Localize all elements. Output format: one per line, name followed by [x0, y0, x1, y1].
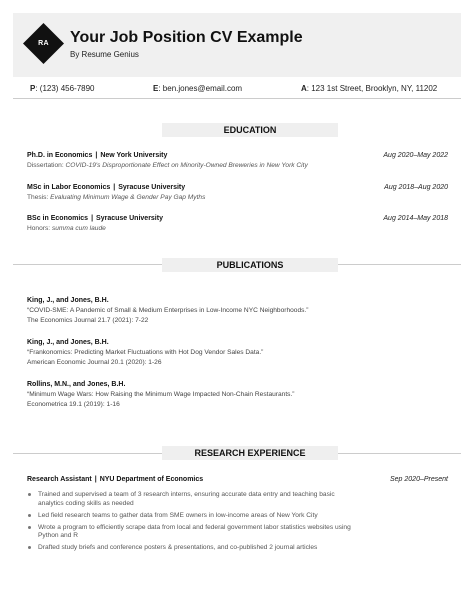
publication-authors-2: King, J., and Jones, B.H.	[27, 339, 109, 346]
bullet-icon	[28, 493, 31, 496]
address-value: 123 1st Street, Brooklyn, NY, 11202	[311, 84, 438, 93]
detail-label: Dissertation:	[27, 162, 64, 169]
education-dates-2: Aug 2018–Aug 2020	[384, 184, 448, 191]
byline: By Resume Genius	[70, 50, 139, 59]
education-detail-2	[27, 194, 205, 201]
list-item	[27, 512, 357, 521]
research-role: Research Assistant | NYU Department of Economics	[27, 476, 204, 483]
education-degree-2: MSc in Labor Economics | Syracuse University	[27, 184, 186, 191]
degree-name: Ph.D. in Economics	[27, 152, 93, 159]
detail-label: Honors:	[27, 225, 51, 232]
page-title: Your Job Position CV Example	[70, 29, 303, 46]
bullet-text: Trained and supervised a team of 3 research interns, ensuring accurate data entry and teaching basic analytics coding skills as needed	[38, 491, 335, 507]
research-dates: Sep 2020–Present	[390, 476, 448, 483]
detail-text: Evaluating Minimum Wage & Gender Pay Gap Myths	[50, 194, 206, 201]
school-name: Syracuse University	[118, 184, 186, 191]
bullet-icon	[28, 526, 31, 529]
contact-phone: P: (123) 456-7890	[30, 84, 95, 93]
email-value: ben.jones@email.com	[162, 84, 243, 93]
education-detail-1	[27, 162, 308, 169]
publication-authors-1: King, J., and Jones, B.H.	[27, 297, 109, 304]
education-degree-3: BSc in Economics | Syracuse University	[27, 215, 163, 222]
publication-title-3: “Minimum Wage Wars: How Raising the Minimum Wage Impacted Non-Chain Restaurants.”	[27, 391, 295, 398]
list-item	[27, 491, 357, 508]
bullet-text: Drafted study briefs and conference posters & presentations, and co-published 2 journal articles	[38, 544, 318, 552]
research-bullet-list	[27, 491, 357, 557]
publication-title-1: “COVID-SME: A Pandemic of Small & Medium Enterprises in Low-Income NYC Neighborhoods.”	[27, 307, 309, 314]
detail-text: COVID-19's Disproportionate Effect on Minority-Owned Breweries in New York City	[65, 162, 308, 169]
education-dates-3: Aug 2014–May 2018	[383, 215, 448, 222]
email-label: E	[153, 84, 159, 93]
publication-authors-3: Rollins, M.N., and Jones, B.H.	[27, 381, 126, 388]
education-degree-1: Ph.D. in Economics | New York University	[27, 152, 168, 159]
degree-name: MSc in Labor Economics	[27, 184, 111, 191]
publication-title-2: “Frankonomics: Predicting Market Fluctuations with Hot Dog Vendor Sales Data.”	[27, 349, 264, 356]
education-detail-3	[27, 225, 106, 232]
bullet-icon	[28, 514, 31, 517]
role-title: Research Assistant	[27, 476, 92, 483]
contact-email: E: ben.jones@email.com	[153, 84, 243, 93]
phone-value: (123) 456-7890	[39, 84, 95, 93]
contact-bar	[13, 81, 461, 98]
organization-name: NYU Department of Economics	[99, 476, 204, 483]
section-heading-education: EDUCATION	[162, 123, 338, 137]
publication-citation-3: Econometrica 19.1 (2019): 1-16	[27, 401, 120, 408]
bullet-text: Wrote a program to efficiently scrape data from local and federal government labor statistics websites using Python and R	[38, 523, 351, 540]
detail-label: Thesis:	[27, 194, 49, 201]
section-heading-publications: PUBLICATIONS	[162, 258, 338, 272]
education-dates-1: Aug 2020–May 2022	[383, 152, 448, 159]
initials-text: RA	[38, 40, 49, 47]
bullet-icon	[28, 546, 31, 549]
bullet-text: Led field research teams to gather data from SME owners in low-income areas of New York City	[38, 511, 318, 519]
list-item	[27, 524, 357, 541]
contact-address: A: 123 1st Street, Brooklyn, NY, 11202	[301, 84, 438, 93]
school-name: Syracuse University	[96, 215, 163, 222]
publication-citation-1: The Economics Journal 21.7 (2021): 7-22	[27, 317, 149, 324]
degree-name: BSc in Economics	[27, 215, 89, 222]
section-heading-research: RESEARCH EXPERIENCE	[162, 446, 338, 460]
phone-label: P	[30, 84, 36, 93]
divider	[13, 98, 461, 99]
school-name: New York University	[100, 152, 168, 159]
address-label: A	[301, 84, 307, 93]
detail-text: summa cum laude	[51, 225, 106, 232]
list-item	[27, 544, 357, 553]
publication-citation-2: American Economic Journal 20.1 (2020): 1-26	[27, 359, 162, 366]
